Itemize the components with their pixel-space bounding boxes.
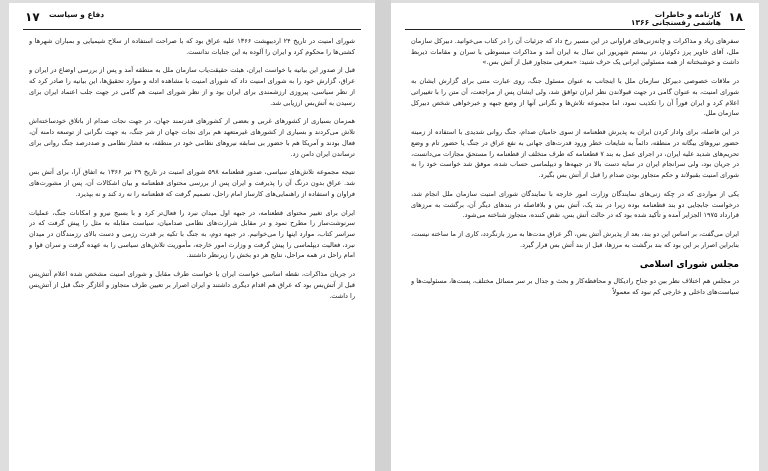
section-heading: مجلس شورای اسلامی [639, 260, 739, 271]
paragraph: قبل از صدور این بیانیه با خواست ایران، هیئت حقیقت‌یاب سازمان ملل به منطقه آمد و پس از بررسی اوضاع در ایران و عراق، گزارش خود را به شورای امنیت داد که شورای امنیت با مشاهده ادله و موارد تحقیق‌ها، این بیانیه را صادر کرد که از نظر سیاسی، پیروزی ارزشمندی برای ایران بود و از نظر شورای امنیت هم گامی در جهت جلب اعتماد ایران برای رسیدن به آتش‌بس ارزیابی شد. [29, 66, 355, 107]
paragraph: در جریان مذاکرات، نقطه اساسی خواست ایران یا خواست طرف مقابل و شورای امنیت مشخص شده اعلام آتش‌بس قبل از آتش‌بس بود که عراق هم اقدام دیگری داشتند و ایران اصرار بر تعیین طرف متجاوز و آغازگر جنگ قبل از آتش‌بس را داشت. [29, 270, 355, 300]
paragraph: سفرهای زیاد و مذاکرات و چانه‌زنی‌های فراوانی در این مسیر رخ داد که جزئیات آن را در کتاب می‌خوانید. دبیرکل سازمان ملل، آقای خاویر پرز دکوئیار، در بیستم شهریور این سال به ایران آمد و مذاکرات مبسوطی با سران و مقامات ذیربط داشت و خوشبختانه از همه مسئولین ایرانی یک حرف شنید: «معرفی متجاوز قبل از آتش بس.» [411, 37, 739, 67]
page-body [29, 36, 355, 465]
paragraph: همزمان بسیاری از کشورهای غربی و بعضی از کشورهای قدرتمند جهان، در جهت نجات صدام از باتلاق خودساخته‌اش تلاش می‌کردند و بسیاری از کشورهای غیرمتعهد هم برای نجات جهان از شر جنگ، به جهت نگرانی از توسعه دامنه آن، فعال بودند و آمریکا هم با حضور بی سابقه نیروهای نظامی خود در منطقه، به فشار نظامی و صددرصد جنگ روانی برای ترساندن ایران دامن زد. [29, 117, 355, 158]
running-title-line1: کارنامه و خاطرات [654, 10, 721, 19]
page-body [411, 36, 739, 465]
paragraph: ایران می‌گفت، بر اساس این دو بند، بعد از پذیرش آتش بس، اگر عراق مدت‌ها به مرز بازنگردد، کاری از ما ساخته نیست، بنابراین اصرار بر این بود که بند برگشت به مرزها، قبل از بند آتش بس قرار گیرد. [411, 230, 739, 249]
left-page [9, 3, 375, 471]
paragraph: در مجلس هم اختلاف نظر بین دو جناح رادیکال و محافظه‌کار و بحث و جدال بر سر مسائل مختلف، پست‌ها، مسئولیت‌ها و سیاست‌های داخلی و خارجی کم نبود که معمولاً [411, 277, 739, 296]
paragraph: در این فاصله، برای وادار کردن ایران به پذیرش قطعنامه از سوی حامیان صدام، جنگ روانی شدیدی با استفاده از زمینه حضور نیروهای بیگانه در منطقه، دائماً به شایعات خطر ورود قدرت‌های جهانی به نفع عراق در جنگ یا حضور تام و وضع تحریم‌های شدید علیه ایران، در اجرای عمل به بند ۷ قطعنامه که طرف متخلف از قطعنامه را مستحق مجازات می‌دانست، در جریان بود، ولی سرانجام ایران در سایه دست بالا در جبهه‌ها و دیپلماسی حساب شده، موفق شد خواست خود را به شورای امنیت بقبولاند و حکم متجاوز بودن صدام را قبل از آتش بس بگیرد. [411, 128, 739, 180]
page-header [23, 9, 361, 30]
page-number: ۱۷ [25, 10, 40, 24]
running-title-line2: هاشمی رفسنجانی ۱۳۶۶ [630, 18, 721, 28]
paragraph: در ملاقات خصوصی دبیرکل سازمان ملل با اینجانب به عنوان مسئول جنگ، روی عبارت متنی برای گزارش ایشان به شورای امنیت، به عنوان گامی در جهت قبولاندن نظر ایران توافق شد، ولی ایشان پس از مراجعت، آن متن را با تغییراتی اعلام کرد و ایران فوراً آن را تکذیب نمود، اما مجموعه تلاش‌ها و نگرانی آنها از وضع جبهه و خبرخواهی شخص دبیرکل سازمان ملل. [411, 77, 739, 118]
paragraph: یکی از مواردی که در چکه زنی‌های نمایندگان وزارت امور خارجه با نمایندگان شورای امنیت سازمان ملل انجام شد، درخواست جابجایی دو بند قطعنامه بوده زیرا در بند یک، آتش بس و بلافاصله در بندهای دیگر آن، برگشت به مرزهای قرارداد ۱۹۷۵ الجزایر آمده و تأکید شده بود که در حالت آتش بس، نقض کننده، متجاوز شناخته می‌شود. [411, 189, 739, 220]
running-title [631, 11, 721, 28]
running-title: دفاع و سیاست [49, 10, 105, 19]
page-number: ۱۸ [728, 10, 743, 24]
page-header [405, 9, 745, 30]
paragraph: شورای امنیت در تاریخ ۲۴ اردیبهشت ۱۳۶۶ علیه عراق بود که با صراحت استفاده از سلاح شیمیایی و بمباران شهرها و کشتی‌ها را محکوم کرد و ایران را آلوده به این جنایات ندانست. [29, 37, 355, 56]
paragraph: ایران برای تغییر محتوای قطعنامه، در جبهه اول میدان نبرد را فعال‌تر کرد و با بسیج نیرو و امکانات جنگ، عملیات سرنوشت‌ساز را مطرح نمود و در مقابل شرارت‌های نظامی صدامیان، سیاست مقابله به مثل را پیش گرفت که در سراسر کتاب، موارد اینها را می‌خوانیم. در جبهه دوم، به جنگ با تکیه بر قدرت رزمی و دست بالای رزمندگان در میدان نبرد، فعالیت دیپلماسی را پیش گرفت و وزارت امور خارجه، مأموریت تلاش‌های سیاسی را به عهده گرفت و سران قوا و امام راحل در همه مراحل، نتایج هر دو بخش را زیرنظر داشتند. [29, 208, 355, 260]
book-gutter [375, 0, 391, 471]
right-page [391, 3, 759, 471]
paragraph: نتیجه مجموعه تلاش‌های سیاسی، صدور قطعنامه ۵۹۸ شورای امنیت در تاریخ ۲۹ تیر ۱۳۶۶ به اتفاق آرا، برای آتش بس شد. عراق بدون درنگ آن را پذیرفت و ایران پس از بررسی محتوای قطعنامه و بیان اشکالات آن، پس از مشورت‌های فراوان و استفاده از راهنمایی‌های کارساز امام راحل، تصمیم گرفت که قطعنامه را نه رد کند و نه بپذیرد. [29, 168, 355, 198]
